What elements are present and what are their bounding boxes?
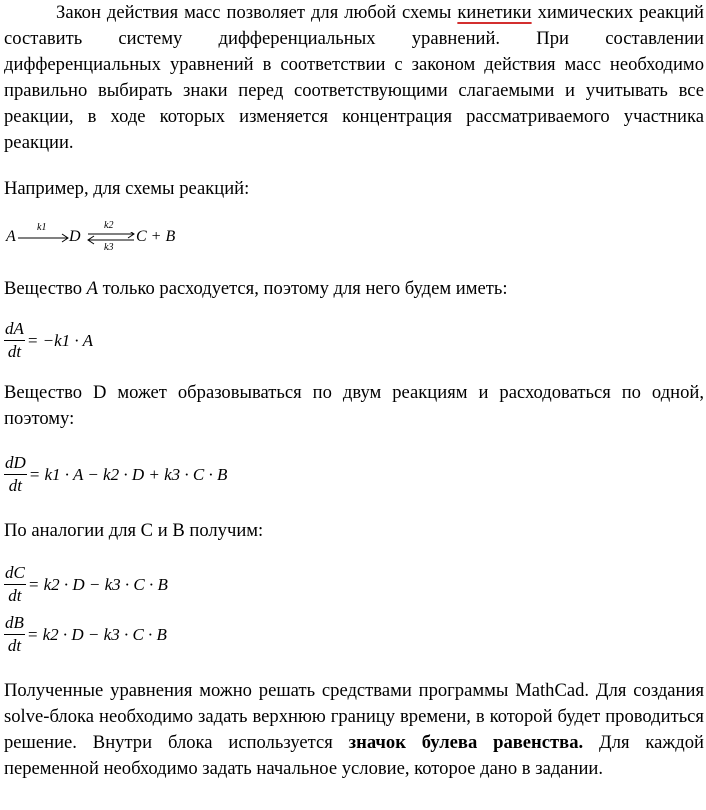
equation-rhs: = k1 · A − k2 · D + k3 · C · B [28, 464, 228, 484]
reaction-scheme [4, 222, 204, 256]
denominator: dt [7, 636, 22, 655]
bold-text: значок булева равенства. [348, 732, 584, 753]
numerator: dA [4, 318, 25, 341]
spellcheck-word[interactable]: кинетики [457, 2, 532, 23]
rate-k1: k1 [37, 222, 47, 233]
numerator: dD [4, 452, 27, 475]
paragraph-intro [4, 0, 704, 156]
equation-rhs: = −k1 · A [26, 330, 93, 350]
variable-a: A [86, 278, 99, 299]
text: Полученные уравнения можно решать средствами программы MathCad. Для создания solve-блока необходимо задать верхнюю границу времени, в которой будет проводиться решение. Внутри блока используется [4, 680, 704, 753]
equation-rhs: = k2 · D − k3 · C · B [27, 574, 168, 594]
paragraph-example: Например, для схемы реакций: [4, 178, 250, 199]
species-d: D [69, 228, 81, 245]
equation-dd [4, 452, 227, 497]
rate-k2: k2 [104, 220, 114, 231]
paragraph-substance-a [4, 276, 704, 302]
paragraph-substance-d: Вещество D может образовываться по двум реакциям и расходоваться по одной, поэтому: [4, 382, 704, 429]
text: Вещество [4, 278, 87, 299]
rate-k3: k3 [104, 242, 114, 253]
numerator: dC [4, 562, 26, 585]
species-a: A [6, 228, 16, 245]
species-c-b: C + B [136, 228, 176, 245]
text: химических реакций составить систему дифференциальных уравнений. При составлении дифференциальных уравнений в соответствии с законом действия масс необходимо правильно выбирать знаки перед соответствующими слагаемыми и учитывать все реакции, в ходе которых изменяется концентрация рассматриваемого участника реакции. [4, 2, 705, 153]
denominator: dt [7, 342, 22, 361]
equation-dc [4, 562, 168, 607]
text: Закон действия масс позволяет для любой схемы [56, 2, 458, 23]
equation-rhs: = k2 · D − k3 · C · B [26, 624, 167, 644]
paragraph-mathcad [4, 678, 704, 782]
denominator: dt [8, 586, 22, 605]
paragraph-analogy: По аналогии для C и B получим: [4, 520, 264, 541]
equation-db [4, 612, 167, 657]
numerator: dB [4, 612, 25, 635]
text: только расходуется, поэтому для него будем иметь: [98, 278, 508, 299]
denominator: dt [8, 476, 22, 495]
equation-da [4, 318, 93, 363]
text: Для каждой переменной необходимо задать начальное условие, которое дано в задании. [4, 732, 704, 779]
